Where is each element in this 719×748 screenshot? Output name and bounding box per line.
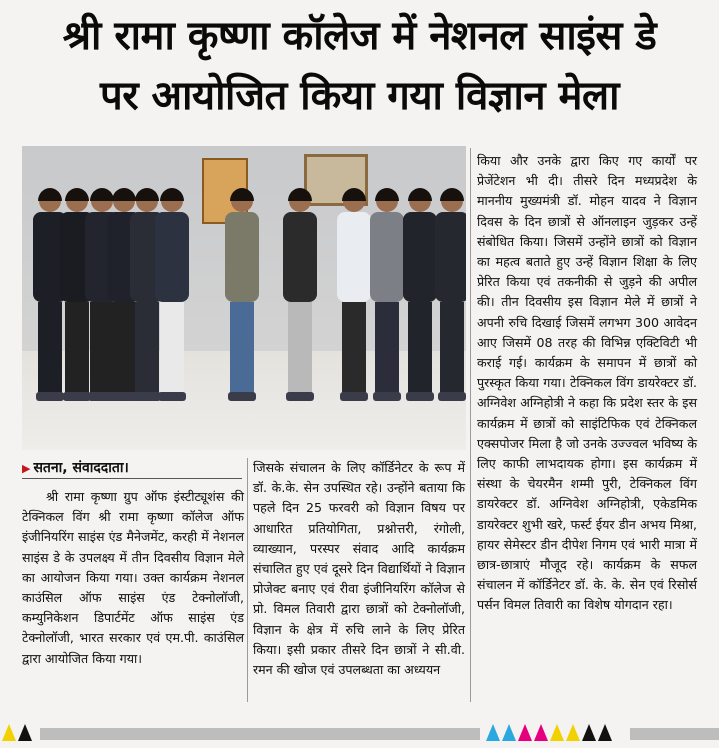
registration-mark-icon [518, 724, 532, 741]
person-figure [283, 188, 317, 401]
registration-mark-icon [534, 724, 548, 741]
person-figure [225, 188, 259, 401]
person-figure [155, 188, 189, 401]
registration-mark-icon [486, 724, 500, 741]
article-paragraph-2: जिसके संचालन के लिए कॉर्डिनेटर के रूप में डॉ. के.के. सेन उपस्थित रहे। उन्होंने बताया कि पहले दिन 25 फरवरी को विज्ञान विषय पर आधारित प्रतियोगिता, प्रश्नोत्तरी, रंगोली, व्याख्यान, परस्पर संवाद आदि कार्यक्रम संचालित हुए एवं दूसरे दिन विद्यार्थियों ने विज्ञान प्रोजेक्ट बनाए एवं रीवा इंजीनियरिंग कॉलेज से प्रो. विमल तिवारी द्वारा छात्रों को टेक्नोलॉजी, विज्ञान के क्षेत्र में रुचि लाने के लिए प्रेरित किया। इसी प्रकार तीसरे दिन छात्रों ने सी.वी. रमन की खोज एवं उपलब्धता का अध्ययन [253, 460, 465, 678]
dateline-text: सतना, संवाददाता। [33, 460, 129, 476]
headline [8, 6, 711, 126]
registration-mark-icon [582, 724, 596, 741]
column-divider [247, 458, 248, 702]
registration-mark-icon [502, 724, 516, 741]
column-divider [470, 148, 471, 702]
headline-line-2: पर आयोजित किया गया विज्ञान मेला [100, 73, 619, 119]
article-column-3 [477, 151, 697, 616]
registration-mark-icon [598, 724, 612, 741]
print-marks-right [486, 724, 612, 741]
article-column-1 [22, 487, 244, 669]
article-paragraph-3: किया और उनके द्वारा किए गए कार्यों पर प्रेजेंटेशन भी दी। तीसरे दिन मध्यप्रदेश के माननीय मुख्यमंत्री डॉ. मोहन यादव ने विज्ञान दिवस के दिन छात्रों से ऑनलाइन जुड़कर उन्हें संबोधित किया। जिसमें उन्होंने छात्रों को विज्ञान का महत्व बताते हुए उन्हें विज्ञान शिक्षा के लिए प्रेरित किया एवं तकनीकी से जुड़ने की अपील की। तीन दिवसीय इस विज्ञान मेले में छात्रों ने अपनी रुचि दिखाई जिसमें लगभग 300 आवेदन आए जिसमें 08 तरह की विभिन्न एक्टिविटी भी कराई गई। कार्यक्रम के समापन में छात्रों को पुरस्कृत किया गया। टेक्निकल विंग डायरेक्टर डॉ. अग्निवेश अग्निहोत्री ने कहा कि प्रदेश स्तर के इस कार्यक्रम में छात्रों को साइंटिफिक एवं टेक्निकल एक्सपोजर मिला है जो उनके उज्ज्वल भविष्य के लिए काफी लाभदायक होगा। इस कार्यक्रम में संस्था के चेयरमैन शम्मी पुरी, टेक्निकल विंग डायरेक्टर डॉ. अग्निवेश अग्निहोत्री, एकेडमिक डायरेक्टर शुभी खरे, फर्स्ट ईयर डीन अभय मिश्रा, हायर सेमेस्टर डीन दीपेश निगम एवं भारी मात्रा में छात्र-छात्राएं मौजूद रहे। कार्यक्रम के सफल संचालन में कॉर्डिनेटर डॉ. के. के. सेन एवं रिसोर्स पर्सन विमल तिवारी का विशेष योगदान रहा। [477, 153, 697, 613]
print-strip [630, 728, 719, 740]
photo-people [22, 146, 466, 450]
registration-mark-icon [566, 724, 580, 741]
news-photo [22, 146, 466, 450]
registration-mark-icon [550, 724, 564, 741]
print-marks-left [2, 724, 32, 741]
article-paragraph-1: श्री रामा कृष्णा ग्रुप ऑफ इंस्टीट्यूशंस की टेक्निकल विंग श्री रामा कृष्णा कॉलेज ऑफ इंजीनियरिंग साइंस एंड मैनेजमेंट, करही में नेशनल साइंस डे के उपलक्ष्य में तीन दिवसीय विज्ञान मेले का आयोजन किया गया। उक्त कार्यक्रम नेशनल काउंसिल ऑफ साइंस एंड टेक्नोलॉजी, कम्युनिकेशन डिपार्टमेंट ऑफ साइंस एंड टेक्नोलॉजी, भारत सरकार एवं एम.पी. काउंसिल द्वारा आयोजित किया गया। [22, 489, 244, 666]
dateline-rule [22, 478, 242, 479]
person-figure [435, 188, 466, 401]
person-figure [337, 188, 371, 401]
person-figure [370, 188, 404, 401]
dateline [22, 458, 242, 477]
person-figure [403, 188, 437, 401]
print-strip [40, 728, 480, 740]
headline-line-1: श्री रामा कृष्णा कॉलेज में नेशनल साइंस डे [62, 13, 657, 59]
article-column-2 [253, 458, 465, 680]
registration-mark-icon [18, 724, 32, 741]
registration-mark-icon [2, 724, 16, 741]
triangle-icon: ▶ [22, 462, 31, 475]
